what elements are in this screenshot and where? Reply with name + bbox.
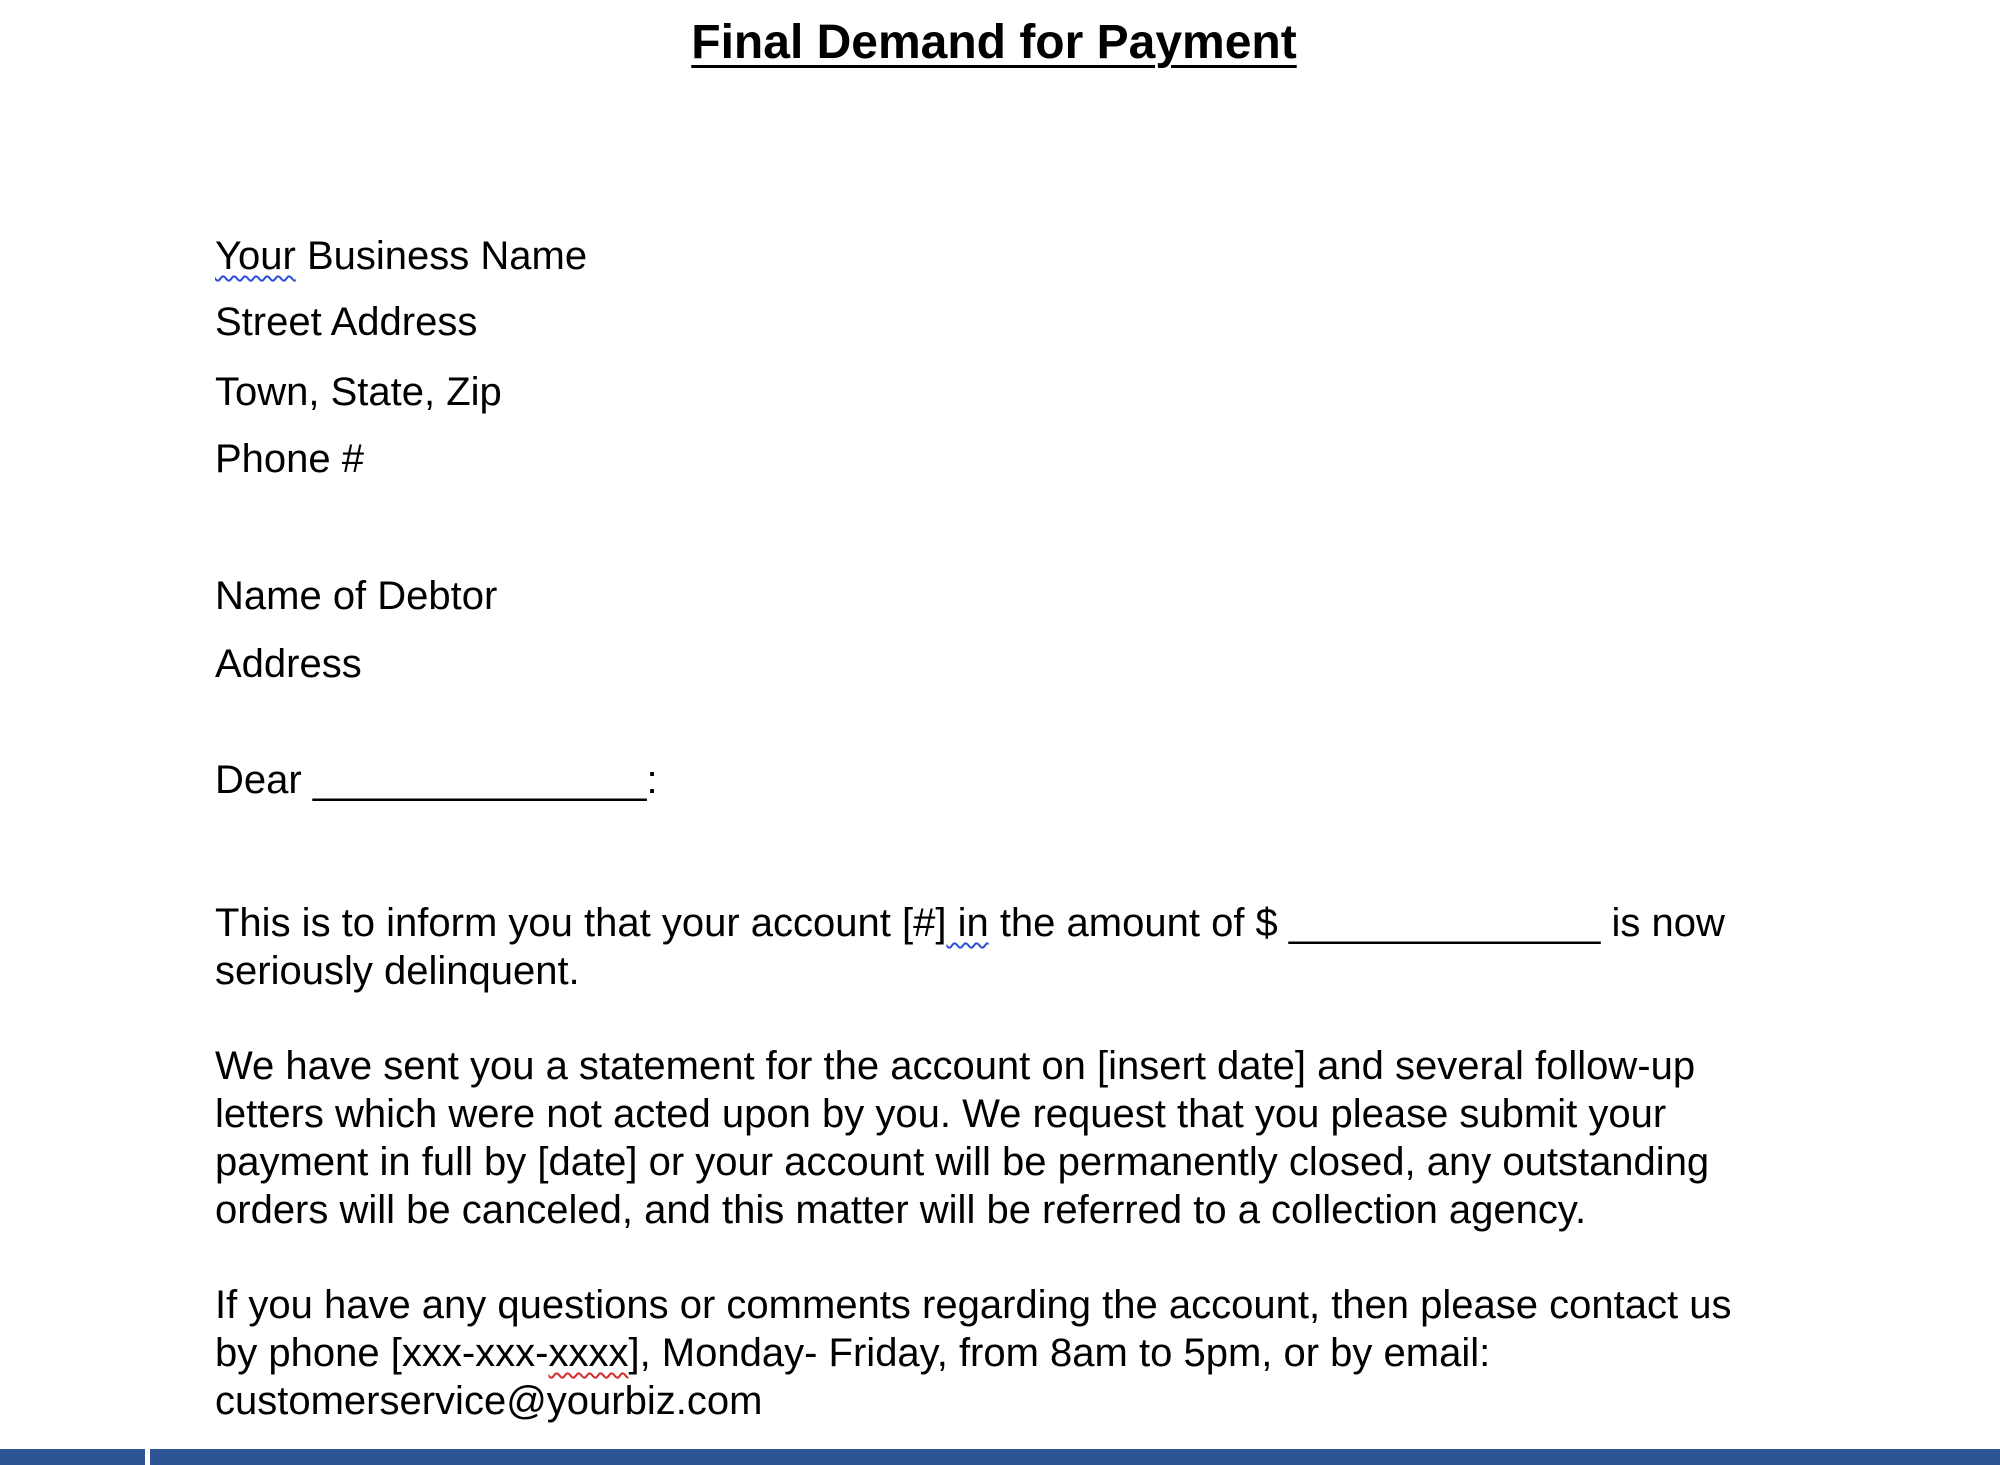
footer-bar: [0, 1449, 2000, 1465]
paragraph-contact-text-before: If you have any questions or comments regarding the account, then please contact us by phone [xxx-xxx-: [215, 1283, 1732, 1375]
paragraph-request: We have sent you a statement for the account on [insert date] and several follow-up letters which were not acted upon by you. We request that you please submit your payment in full by [date] or your account will be permanently closed, any outstanding orders will be canceled, and this matter will be referred to a collection agency.: [215, 1044, 1710, 1232]
sender-street-address: Street Address: [215, 300, 478, 344]
recipient-address: Address: [215, 642, 362, 686]
paragraph-contact-text-after: ], Monday- Friday, from 8am to 5pm, or by email: customerservice@yourbiz.com: [215, 1331, 1491, 1423]
spellcheck-flagged-word: Your: [215, 234, 296, 278]
footer-bar-divider: [145, 1449, 150, 1465]
paragraph-notice-text-before: This is to inform you that your account [#]: [215, 901, 947, 945]
document-title: Final Demand for Payment: [691, 16, 1297, 69]
paragraph-notice-text-after: the amount of $ ______________ is now seriously delinquent.: [215, 901, 1725, 993]
sender-business-name-rest: Business Name: [295, 234, 588, 278]
paragraph-contact: [215, 1281, 1755, 1425]
salutation: Dear _______________:: [215, 758, 658, 802]
sender-town-state-zip: Town, State, Zip: [215, 370, 502, 414]
recipient-name: Name of Debtor: [215, 574, 498, 618]
paragraph-notice: [215, 899, 1755, 995]
sender-business-name: [215, 232, 587, 280]
spellcheck-flagged-word: xxxx: [548, 1331, 629, 1375]
spellcheck-flagged-word: in: [946, 901, 989, 945]
sender-phone: Phone #: [215, 437, 365, 481]
